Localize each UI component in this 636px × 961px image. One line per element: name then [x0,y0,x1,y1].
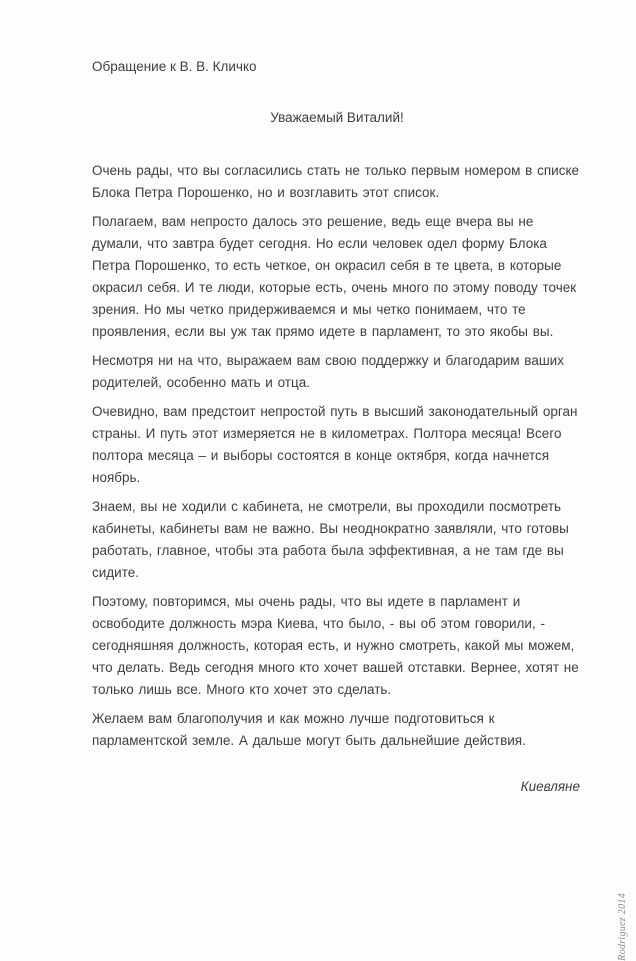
signature: Киевляне [520,779,580,794]
paragraph: Очень рады, что вы согласились стать не только первым номером в списке Блока Петра Порошенко, но и возглавить этот список. [92,163,580,200]
watermark-edge-text: Rodriguez 2014 [617,893,628,961]
document-title: Обращение к В. В. Кличко [92,59,257,74]
paragraph: Желаем вам благополучия и как можно лучше подготовиться к парламентской земле. А дальше могут быть дальнейшие действия. [92,711,526,748]
paragraph: Очевидно, вам предстоит непростой путь в высший законодательный орган страны. И путь этот измеряется не в километрах. Полтора месяца! Всего полтора месяца – и выборы состоятся в конце октября, когда начнется ноябрь. [92,404,578,485]
paragraph: Несмотря ни на что, выражаем вам свою поддержку и благодарим ваших родителей, особенно мать и отца. [92,353,564,390]
paragraph: Знаем, вы не ходили с кабинета, не смотрели, вы проходили посмотреть кабинеты, кабинеты вам не важно. Вы неоднократно заявляли, что готовы работать, главное, чтобы эта работа была эффективная, а не там где вы сидите. [92,499,569,580]
paragraph: Поэтому, повторимся, мы очень рады, что вы идете в парламент и освободите должность мэра Киева, что было, - вы об этом говорили, - сегодняшняя должность, которая есть, и нужно смотреть, какой мы можем, что делать. Ведь сегодня много кто хочет вашей отставки. Вернее, хотят не только лишь все. Много кто хочет это сделать. [92,594,579,697]
salutation: Уважаемый Виталий! [270,110,404,125]
letter-body [92,160,582,752]
paragraph: Полагаем, вам непросто далось это решение, ведь еще вчера вы не думали, что завтра будет сегодня. Но если человек одел форму Блока Петра Порошенко, то есть четкое, он окрасил себя в те цвета, в которые окрасил себя. И те люди, которые есть, очень много по этому поводу точек зрения. Но мы четко придерживаемся и мы четко понимаем, что те проявления, если вы уж так прямо идете в парламент, то это якобы вы. [92,214,577,339]
